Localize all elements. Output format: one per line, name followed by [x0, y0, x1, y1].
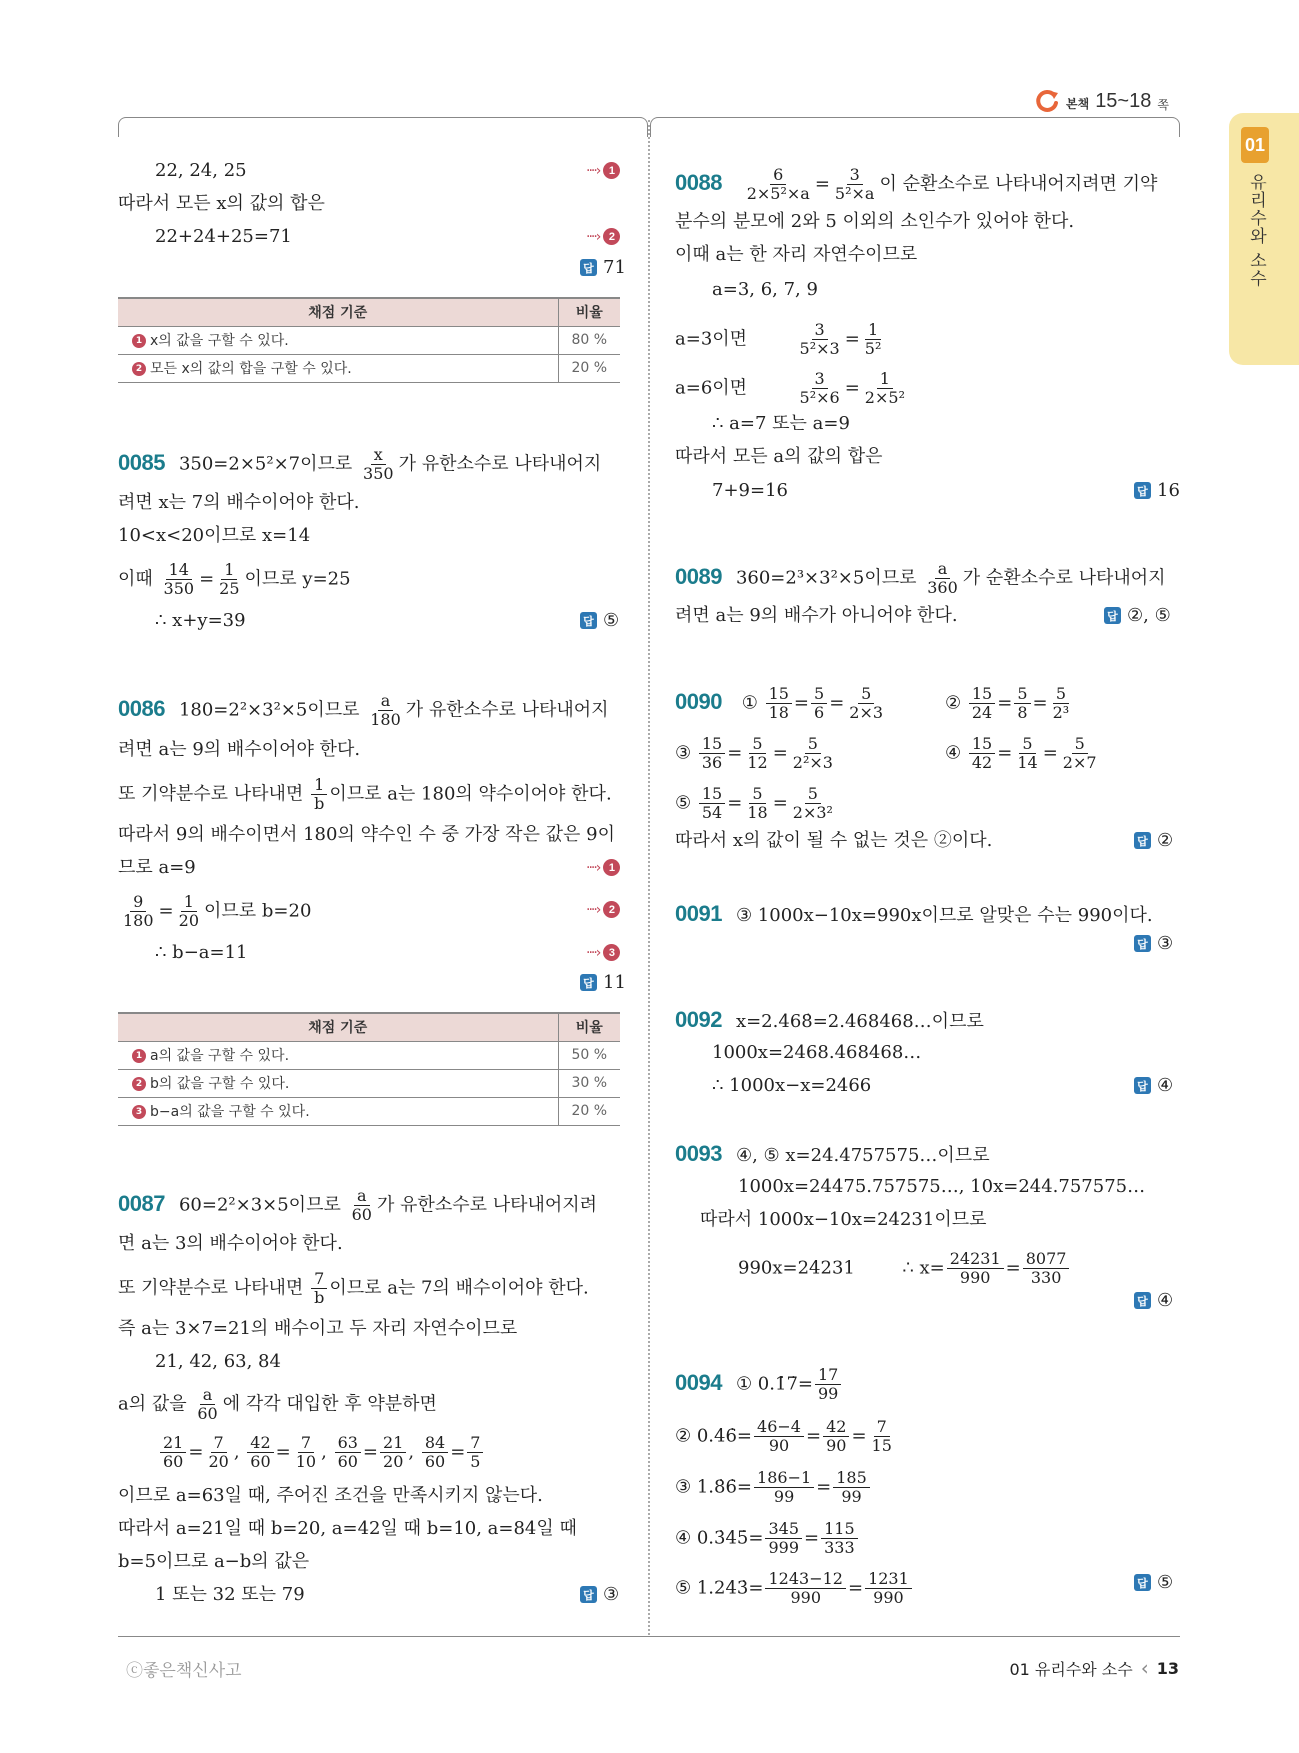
text-line: 7+9=16: [712, 480, 788, 501]
text-line: 또 기약분수로 나타내면 $\frac{1}{b}$ 이므로 a는 180의 약수이어야 한다.: [118, 775, 612, 813]
problem-0088: 0088 $\frac{6}{\text{2×5²×a}}$ = $\frac{3}{\text{5²×a}}$ 이 순환소수로 나타내어지려면 기약: [675, 165, 1158, 203]
text-line: b=5이므로 a−b의 값은: [118, 1551, 310, 1572]
text-line: 려면 a는 9의 배수이어야 한다.: [118, 739, 361, 760]
text-line: $\frac{9}{180}$ = $\frac{1}{20}$ 이므로 b=20: [123, 892, 312, 930]
main-book-label: 본책: [1066, 96, 1090, 111]
table-row: 1 x의 값을 구할 수 있다. 80 %: [118, 326, 620, 354]
text-line: ③ 1.8̇6̇= $\frac{186-1}{99}$ = $\frac{185}{99}$: [675, 1469, 872, 1506]
table-row: 2 모든 x의 값의 합을 구할 수 있다. 20 %: [118, 354, 620, 382]
problem-number: 0087: [118, 1190, 165, 1216]
text-line: a=3, 6, 7, 9: [712, 279, 818, 300]
text-line: 이므로 a=63일 때, 주어진 조건을 만족시키지 않는다.: [118, 1485, 543, 1506]
step-mark-2: ····› 2: [586, 228, 620, 245]
text-line: ∴ x+y=39: [155, 610, 246, 631]
return-arrow-icon: [1034, 88, 1060, 114]
footer-chapter: 01 유리수와 소수: [1009, 1659, 1133, 1679]
fraction-item: ② $\frac{15}{24}$ = $\frac{5}{8}$ = $\frac{5}{\text{2³}}$: [945, 684, 1070, 722]
table-row: 2 b의 값을 구할 수 있다. 30 %: [118, 1069, 620, 1097]
problem-number: 0090: [675, 688, 722, 714]
page-number: 13: [1156, 1658, 1179, 1678]
answer: 답 ③: [580, 1584, 619, 1605]
text-line: ∴ b−a=11: [155, 942, 248, 963]
step-mark-1: ····› 1: [586, 162, 620, 179]
chapter-number: 01: [1241, 127, 1269, 163]
answer: 답 ②, ⑤: [1104, 605, 1171, 626]
problem-0087: 0087 60=2²×3×5이므로 $\frac{a}{60}$ 가 유한소수로 나타내어지려: [118, 1186, 598, 1224]
problem-0092: 0092 x=2.4̇68̇=2.468468…이므로: [675, 1007, 984, 1032]
answer: 답 11: [580, 972, 626, 993]
text-line: 면 a는 3의 배수이어야 한다.: [118, 1233, 343, 1254]
answer-icon: 답: [1134, 1574, 1151, 1591]
text-line: 이때 a는 한 자리 자연수이므로: [675, 244, 918, 265]
fraction-item: ③ $\frac{15}{36}$ = $\frac{5}{12}$ = $\frac{5}{\text{2²×3}}$: [675, 734, 833, 772]
text-line: ② 0.46̇= $\frac{46-4}{90}$ = $\frac{42}{90}$ = $\frac{7}{15}$: [675, 1417, 892, 1455]
text-line: 22+24+25=71: [155, 226, 292, 247]
text-line: 려면 a는 9의 배수가 아니어야 한다.: [675, 605, 958, 626]
problem-number: 0089: [675, 563, 722, 589]
text-line: 22, 24, 25: [155, 160, 247, 181]
scoring-table-1: [118, 297, 620, 383]
problem-0091: 0091 ③ 1000x−10x=990x이므로 알맞은 수는 990이다.: [675, 901, 1153, 926]
answer-icon: 답: [580, 974, 597, 991]
problem-0090: 0090 ① $\frac{15}{18}$ = $\frac{5}{6}$ = $\frac{5}{2\times 3}$: [675, 684, 884, 722]
column-divider: [648, 120, 650, 1635]
answer: 답 ②: [1134, 830, 1173, 851]
text-line: a=3이면 $\frac{3}{\text{5²×3}}$ = $\frac{1}{\text{5²}}$: [675, 320, 882, 358]
page-unit: 쪽: [1157, 97, 1169, 112]
table-header: 채점 기준: [118, 1013, 558, 1041]
answer: 답 ④: [1134, 1075, 1173, 1096]
problem-0086: 0086 180=2²×3²×5이므로 $\frac{a}{180}$ 가 유한소수로 나타내어지: [118, 691, 609, 729]
table-row: 1 a의 값을 구할 수 있다. 50 %: [118, 1041, 620, 1069]
text-line: ∴ 1000x−x=2466: [712, 1075, 872, 1096]
problem-0085: 0085 350=2×5²×7이므로 $\frac{x}{350}$ 가 유한소수로 나타내어지: [118, 445, 602, 483]
answer-icon: 답: [580, 259, 597, 276]
right-column-frame: [650, 117, 1180, 137]
answer-icon: 답: [1134, 1077, 1151, 1094]
answer: 답 ③: [1134, 933, 1173, 954]
problem-number: 0088: [675, 169, 722, 195]
text-line: 1000x=24475.757575…, 10x=244.757575…: [738, 1176, 1146, 1197]
answer: 답 ④: [1134, 1290, 1173, 1311]
answer-icon: 답: [580, 1586, 597, 1603]
text-line: a=6이면 $\frac{3}{\text{5²×6}}$ = $\frac{1}{\text{2×5²}}$: [675, 369, 905, 407]
text-line: 10<x<20이므로 x=14: [118, 525, 311, 546]
text-line: a의 값을 $\frac{a}{60}$ 에 각각 대입한 후 약분하면: [118, 1385, 437, 1423]
table-row: 3 b−a의 값을 구할 수 있다. 20 %: [118, 1097, 620, 1125]
table-header: 채점 기준: [118, 298, 558, 326]
text-line: 즉 a는 3×7=21의 배수이고 두 자리 자연수이므로: [118, 1318, 518, 1339]
scoring-table-2: [118, 1012, 620, 1126]
text-line: 21, 42, 63, 84: [155, 1351, 281, 1372]
text-line: ⑤ 1.24̇3̇= $\frac{1243-12}{990}$ = $\frac{1231}{990}$: [675, 1570, 914, 1607]
answer: 답 16: [1134, 480, 1180, 501]
problem-number: 0086: [118, 695, 165, 721]
answer-icon: 답: [1134, 832, 1151, 849]
table-header: 비율: [558, 1013, 620, 1041]
text-line: ④ 0.3̇45̇= $\frac{345}{999}$ = $\frac{115}{333}$: [675, 1520, 860, 1557]
answer-icon: 답: [1134, 1292, 1151, 1309]
table-header: 비율: [558, 298, 620, 326]
text-line: 따라서 1000x−10x=24231이므로: [700, 1209, 987, 1230]
problem-0093: 0093 ④, ⑤ x=24.4757575…이므로: [675, 1141, 990, 1166]
text-line: 따라서 x의 값이 될 수 없는 것은 ②이다.: [675, 830, 993, 851]
chevron-left-icon: ‹: [1140, 1656, 1149, 1680]
text-line: 따라서 모든 a의 값의 합은: [675, 446, 883, 467]
footer-page-info: [1009, 1656, 1179, 1680]
step-mark-1: ····› 1: [586, 859, 620, 876]
fraction-list: $\frac{21}{60}$ = $\frac{7}{20}$ , $\frac{42}{60}$ = $\frac{7}{10}$ , $\frac{63}{60}$ = $\frac{21}{20}$ , $\frac{84}{60}$ = $\frac{7}{5}$: [158, 1434, 485, 1471]
text-line: 990x=24231 ∴ x= $\frac{24231}{990}$ = $\frac{8077}{330}$: [738, 1250, 1071, 1287]
text-line: 이때 $\frac{14}{350}$ = $\frac{1}{25}$ 이므로 y=25: [118, 560, 351, 598]
problem-number: 0093: [675, 1141, 722, 1166]
answer-icon: 답: [1104, 607, 1121, 624]
problem-number: 0092: [675, 1007, 722, 1032]
problem-number: 0085: [118, 449, 165, 475]
answer: 답 71: [580, 257, 626, 278]
text-line: 1 또는 32 또는 79: [155, 1584, 305, 1605]
step-mark-3: ····› 3: [586, 944, 620, 961]
problem-0094: 0094 ① 0.1̇7̇= $\frac{17}{99}$: [675, 1366, 843, 1403]
text-line: 려면 x는 7의 배수이어야 한다.: [118, 492, 360, 513]
page-reference: [1034, 88, 1169, 114]
fraction-item: ④ $\frac{15}{42}$ = $\frac{5}{14}$ = $\frac{5}{2\times 7}$: [945, 734, 1097, 772]
text-line: 므로 a=9: [118, 857, 196, 878]
chapter-tab: [1229, 113, 1299, 365]
footer-divider: [118, 1636, 1180, 1637]
text-line: 따라서 9의 배수이면서 180의 약수인 수 중 가장 작은 값은 9이: [118, 824, 616, 845]
fraction-item: ⑤ $\frac{15}{54}$ = $\frac{5}{18}$ = $\frac{5}{\text{2×3²}}$: [675, 784, 833, 822]
answer: 답 ⑤: [580, 610, 619, 631]
text-line: 분수의 분모에 2와 5 이외의 소인수가 있어야 한다.: [675, 211, 1075, 232]
answer-icon: 답: [1134, 935, 1151, 952]
publisher-label: ⓒ좋은책신사고: [126, 1661, 242, 1681]
text-line: 1000x=2468.468468…: [712, 1042, 922, 1063]
text-line: 따라서 모든 x의 값의 합은: [118, 193, 325, 214]
text-line: 또 기약분수로 나타내면 $\frac{7}{b}$ 이므로 a는 7의 배수이어야 한다.: [118, 1269, 589, 1307]
text-line: 따라서 a=21일 때 b=20, a=42일 때 b=10, a=84일 때: [118, 1518, 577, 1539]
problem-0089: 0089 360=2³×3²×5이므로 $\frac{a}{360}$ 가 순환소수로 나타내어지: [675, 559, 1166, 597]
chapter-name: 유리수와 소수: [1246, 173, 1266, 288]
left-column-frame: [118, 117, 648, 137]
page-range: 15~18: [1095, 89, 1152, 112]
answer-icon: 답: [580, 612, 597, 629]
problem-number: 0091: [675, 901, 722, 926]
answer-icon: 답: [1134, 482, 1151, 499]
step-mark-2: ····› 2: [586, 901, 620, 918]
answer: 답 ⑤: [1134, 1572, 1173, 1593]
text-line: ∴ a=7 또는 a=9: [712, 413, 850, 434]
problem-number: 0094: [675, 1369, 722, 1395]
